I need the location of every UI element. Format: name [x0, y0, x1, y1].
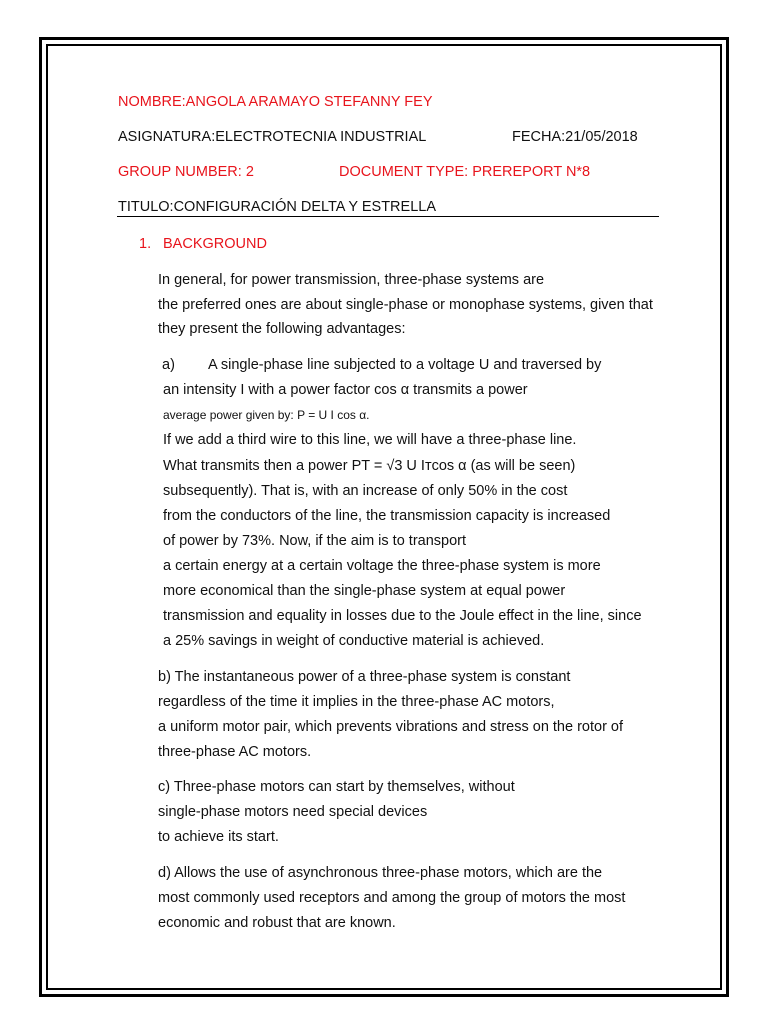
- item-a-line: from the conductors of the line, the transmission capacity is increased: [163, 508, 611, 524]
- item-b-line: regardless of the time it implies in the three-phase AC motors,: [158, 694, 555, 710]
- item-a-line: What transmits then a power PT = √3 U Iᴛcos α (as will be seen): [163, 458, 576, 474]
- intro-line: the preferred ones are about single-phase or monophase systems, given that: [158, 297, 653, 313]
- item-d-line: most commonly used receptors and among the group of motors the most: [158, 890, 626, 906]
- item-a-line: subsequently). That is, with an increase of only 50% in the cost: [163, 483, 568, 499]
- group-number: GROUP NUMBER: 2: [118, 164, 254, 180]
- intro-line: they present the following advantages:: [158, 321, 406, 337]
- section-title: BACKGROUND: [163, 236, 267, 252]
- item-d-line: d) Allows the use of asynchronous three-phase motors, which are the: [158, 865, 603, 881]
- item-a-line: A single-phase line subjected to a voltage U and traversed by: [208, 357, 602, 373]
- item-c-line: c) Three-phase motors can start by themselves, without: [158, 779, 515, 795]
- item-a-line: transmission and equality in losses due to the Joule effect in the line, since: [163, 608, 642, 624]
- item-d-line: economic and robust that are known.: [158, 915, 396, 931]
- item-a-line: a certain energy at a certain voltage the three-phase system is more: [163, 558, 601, 574]
- item-b-line: a uniform motor pair, which prevents vibrations and stress on the rotor of: [158, 719, 624, 735]
- item-c-line: to achieve its start.: [158, 829, 279, 845]
- item-a-line: more economical than the single-phase system at equal power: [163, 583, 566, 599]
- item-a-line: If we add a third wire to this line, we will have a three-phase line.: [163, 432, 577, 448]
- item-a-line: of power by 73%. Now, if the aim is to transport: [163, 533, 467, 549]
- item-a-line: an intensity I with a power factor cos α transmits a power: [163, 382, 528, 398]
- item-a-line: a 25% savings in weight of conductive material is achieved.: [163, 633, 545, 649]
- title-underline: [117, 216, 659, 217]
- date: FECHA:21/05/2018: [512, 129, 638, 145]
- item-a-line: average power given by: P = U I cos α.: [163, 408, 370, 422]
- item-c-line: single-phase motors need special devices: [158, 804, 428, 820]
- student-name: NOMBRE:ANGOLA ARAMAYO STEFANNY FEY: [118, 94, 433, 110]
- document-type: DOCUMENT TYPE: PREREPORT N*8: [339, 164, 591, 180]
- section-number: 1.: [139, 236, 152, 252]
- item-b-line: b) The instantaneous power of a three-phase system is constant: [158, 669, 571, 685]
- item-a-marker: a): [162, 357, 175, 373]
- document-title: TITULO:CONFIGURACIÓN DELTA Y ESTRELLA: [118, 199, 436, 215]
- item-b-line: three-phase AC motors.: [158, 744, 312, 760]
- subject: ASIGNATURA:ELECTROTECNIA INDUSTRIAL: [118, 129, 427, 145]
- intro-line: In general, for power transmission, three-phase systems are: [158, 272, 545, 288]
